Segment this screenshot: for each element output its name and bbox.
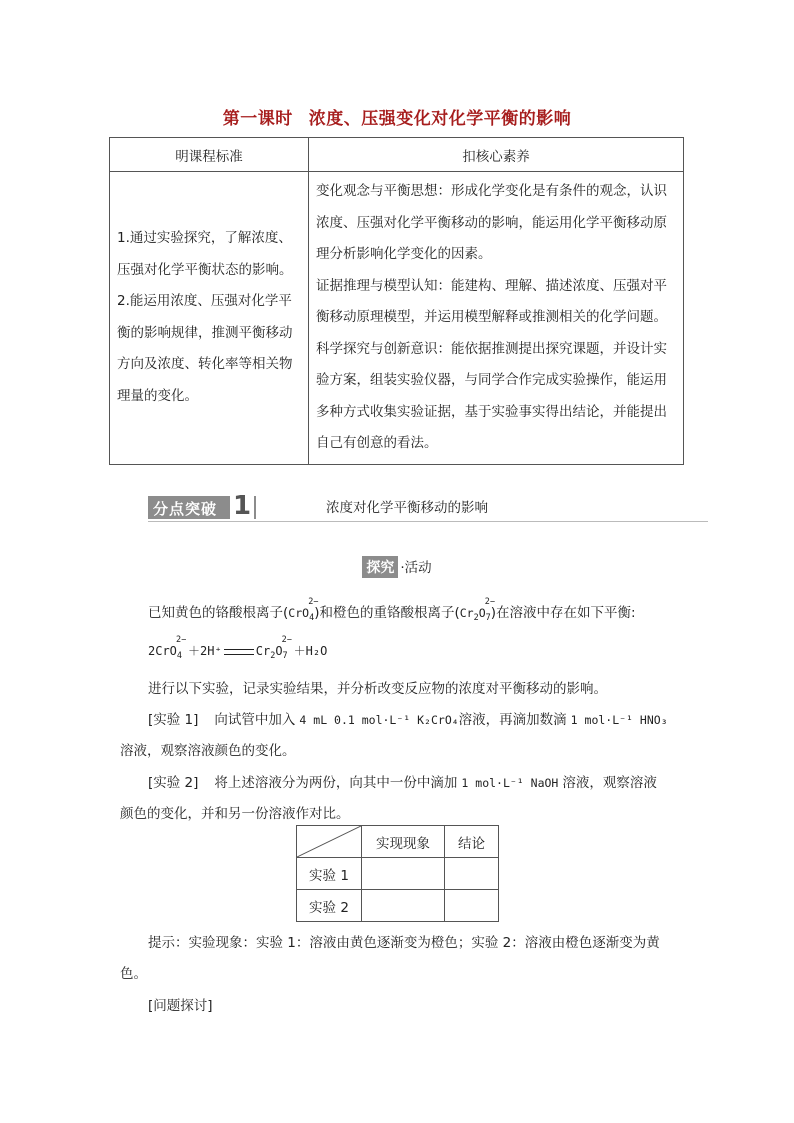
equation-water: ＋H₂O — [293, 644, 328, 658]
chromate-charge: 2− — [308, 597, 319, 607]
dichromate-o: O — [478, 606, 486, 620]
exp1-acid: 1 mol·L⁻¹ HNO₃ — [570, 713, 668, 727]
explore-heading — [0, 556, 794, 578]
cell-conclusion-2 — [445, 890, 499, 922]
cell-phenomenon-1 — [362, 858, 445, 890]
eq-chromate-subscript: 4 — [176, 651, 183, 661]
cell-conclusion-1 — [445, 858, 499, 890]
exp2-label: [实验 2] — [148, 775, 199, 791]
exp1-text-a: 向试管中加入 — [214, 712, 296, 728]
competency-cell — [309, 172, 684, 465]
equation-chromate — [155, 635, 187, 661]
exp2-text-a: 将上述溶液分为两份，向其中一份中滴加 — [214, 775, 458, 791]
chromate-base: CrO — [288, 606, 310, 620]
curriculum-cell — [110, 172, 309, 465]
experiment-2-line-1 — [148, 771, 657, 791]
exp1-text-c: 溶液，再滴加数滴 — [458, 712, 567, 728]
exp1-reagent: 4 mL 0.1 mol·L⁻¹ K₂CrO₄ — [299, 713, 459, 727]
title-topic: 浓度、压强变化对化学平衡的影响 — [308, 109, 572, 129]
eq-dichromate-base: Cr — [255, 644, 271, 658]
eq-dichromate-charge: 2− — [281, 635, 292, 645]
row-label-experiment-2: 实验 2 — [297, 890, 362, 922]
hint-line-2: 色。 — [120, 966, 147, 982]
equilibrium-equation — [148, 635, 328, 661]
dichromate-base: Cr — [459, 606, 474, 620]
curriculum-item-1: 1.通过实验探究，了解浓度、压强对化学平衡状态的影响。 — [117, 230, 293, 278]
section-title: 浓度对化学平衡移动的影响 — [326, 500, 488, 516]
page-title — [0, 104, 794, 129]
section-divider — [148, 521, 708, 522]
dichromate-charge: 2− — [484, 597, 496, 607]
section-badge-number: 1 — [230, 492, 254, 520]
competency-item-3: 科学探究与创新意识：能依据推测提出探究课题，并设计实验方案，组装实验仪器，与同学合作完成实验操作，能运用多种方式收集实验证据，基于实验事实得出结论，并能提出自己有创意的看法。 — [316, 340, 667, 451]
intro-paragraph — [148, 597, 636, 623]
header-competency: 扣核心素养 — [309, 138, 684, 172]
cell-phenomenon-2 — [362, 890, 445, 922]
table-row — [297, 858, 499, 890]
chromate-ion — [288, 597, 319, 623]
equation-dichromate — [255, 635, 292, 661]
experiment-2-line-2: 颜色的变化，并和另一份溶液作对比。 — [120, 806, 350, 822]
dichromate-sub2: 7 — [485, 613, 491, 623]
intro-text-3: )在溶液中存在如下平衡: — [490, 605, 636, 621]
standards-table — [109, 137, 684, 465]
explore-tag: 探究 — [362, 556, 398, 578]
equation-hydrogen: ＋2H⁺ — [188, 644, 222, 658]
eq-chromate-charge: 2− — [176, 635, 187, 645]
header-phenomenon: 实现现象 — [362, 826, 445, 858]
header-conclusion: 结论 — [445, 826, 499, 858]
section-badge — [148, 491, 256, 521]
title-lesson: 第一课时 — [222, 109, 293, 129]
instruction-text: 进行以下实验，记录实验结果，并分析改变反应物的浓度对平衡移动的影响。 — [148, 681, 607, 697]
competency-item-2: 证据推理与模型认知：能建构、理解、描述浓度、压强对平衡移动原理模型，并运用模型解释或推测相关的化学问题。 — [316, 277, 667, 325]
section-badge-label: 分点突破 — [153, 500, 218, 518]
dichromate-ion — [459, 597, 496, 623]
diagonal-header-cell — [297, 826, 362, 858]
eq-dichromate-o: O — [275, 644, 283, 658]
eq-chromate-base: CrO — [155, 644, 177, 658]
eq-dichromate-sub1: 2 — [270, 651, 276, 661]
header-curriculum: 明课程标准 — [110, 138, 309, 172]
explore-text: ·活动 — [400, 560, 432, 576]
intro-text-1: 已知黄色的铬酸根离子( — [148, 605, 289, 621]
exp2-text-c: 溶液，观察溶液 — [562, 775, 657, 791]
equilibrium-arrow-icon — [224, 649, 254, 655]
discussion-heading: [问题探讨] — [148, 998, 213, 1014]
experiment-1-line-1 — [148, 708, 668, 728]
curriculum-item-2: 2.能运用浓度、压强对化学平衡的影响规律，推测平衡移动方向及浓度、转化率等相关物理量的变化。 — [117, 293, 293, 404]
eq-dichromate-sub2: 7 — [282, 651, 288, 661]
experiment-table — [296, 825, 499, 922]
diagonal-line — [297, 826, 361, 857]
hint-line-1: 提示：实验现象：实验 1：溶液由黄色逐渐变为橙色；实验 2：溶液由橙色逐渐变为黄 — [148, 935, 660, 951]
exp2-reagent: 1 mol·L⁻¹ NaOH — [461, 776, 559, 790]
experiment-1-line-2: 溶液，观察溶液颜色的变化。 — [120, 743, 296, 759]
chromate-subscript: 4 — [309, 613, 315, 623]
exp1-label: [实验 1] — [148, 712, 199, 728]
equation-coefficient: 2 — [148, 644, 156, 658]
competency-item-1: 变化观念与平衡思想：形成化学变化是有条件的观念，认识浓度、压强对化学平衡移动的影响，能运用化学平衡移动原理分析影响化学变化的因素。 — [316, 183, 667, 262]
section-header — [148, 491, 708, 526]
dichromate-sub1: 2 — [473, 613, 479, 623]
table-row — [297, 890, 499, 922]
row-label-experiment-1: 实验 1 — [297, 858, 362, 890]
intro-text-2: )和橙色的重铬酸根离子( — [314, 605, 460, 621]
